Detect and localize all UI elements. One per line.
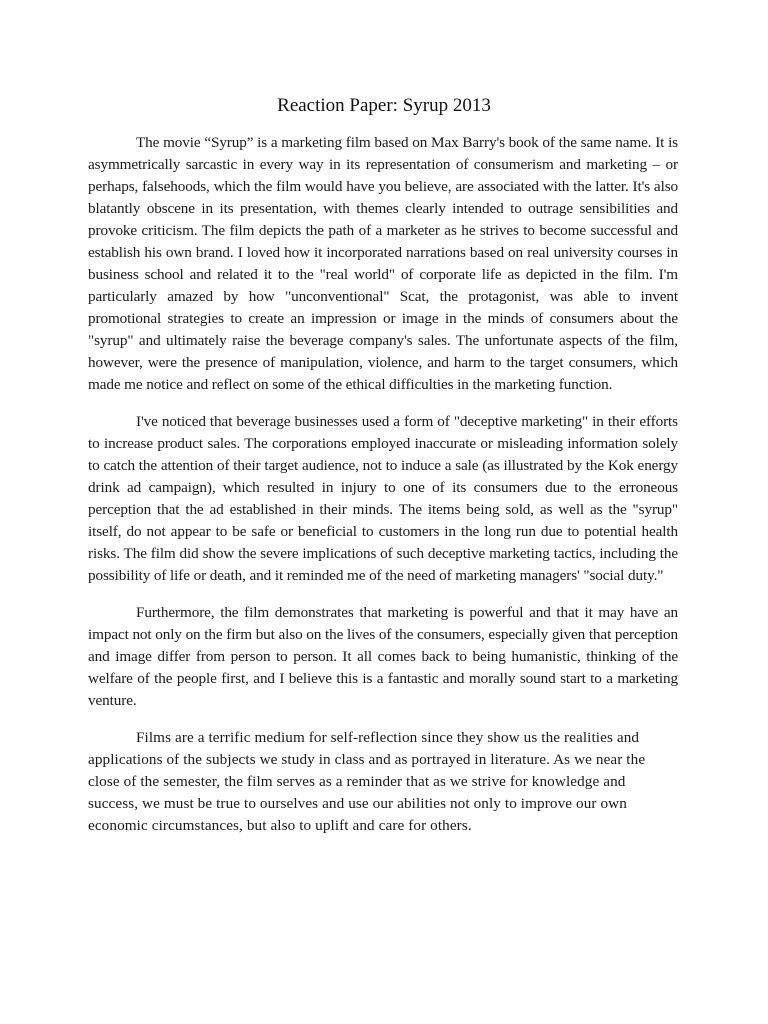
paragraph-1: The movie “Syrup” is a marketing film based on Max Barry's book of the same name. It is asymmetrically sarcastic in every way in its representation of consumerism and marketing – or perhaps, falsehoods, which the film would have you believe, are associated with the latter. It's also blatantly obscene in its presentation, with themes clearly intended to outrage sensibilities and provoke criticism. The film depicts the path of a marketer as he strives to become successful and establish his own brand. I loved how it incorporated narrations based on real university courses in business school and related it to the "real world" of corporate life as depicted in the film. I'm particularly amazed by how "unconventional" Scat, the protagonist, was able to invent promotional strategies to create an impression or image in the minds of consumers about the "syrup" and ultimately raise the beverage company's sales. The unfortunate aspects of the film, however, were the presence of manipulation, violence, and harm to the target consumers, which made me notice and reflect on some of the ethical difficulties in the marketing function.	[88, 134, 678, 393]
document-body	[88, 132, 678, 852]
paragraph-3: Furthermore, the film demonstrates that marketing is powerful and that it may have an impact not only on the firm but also on the lives of the consumers, especially given that perception and image differ from person to person. It all comes back to being humanistic, thinking of the welfare of the people first, and I believe this is a fantastic and morally sound start to a marketing venture.	[88, 604, 678, 709]
page-title: Reaction Paper: Syrup 2013	[277, 95, 491, 116]
paragraph-2: I've noticed that beverage businesses used a form of "deceptive marketing" in their efforts to increase product sales. The corporations employed inaccurate or misleading information solely to catch the attention of their target audience, not to induce a sale (as illustrated by the Kok energy drink ad campaign), which resulted in injury to one of its consumers due to the erroneous perception that the ad established in their minds. The items being sold, as well as the "syrup" itself, do not appear to be safe or beneficial to customers in the long run due to potential health risks. The film did show the severe implications of such deceptive marketing tactics, including the possibility of life or death, and it reminded me of the need of marketing managers' "social duty."	[88, 413, 678, 584]
paragraph-4: Films are a terrific medium for self-reflection since they show us the realities and applications of the subjects we study in class and as portrayed in literature. As we near the close of the semester, the film serves as a reminder that as we strive for knowledge and success, we must be true to ourselves and use our abilities not only to improve our own economic circumstances, but also to uplift and care for others.	[88, 729, 646, 834]
